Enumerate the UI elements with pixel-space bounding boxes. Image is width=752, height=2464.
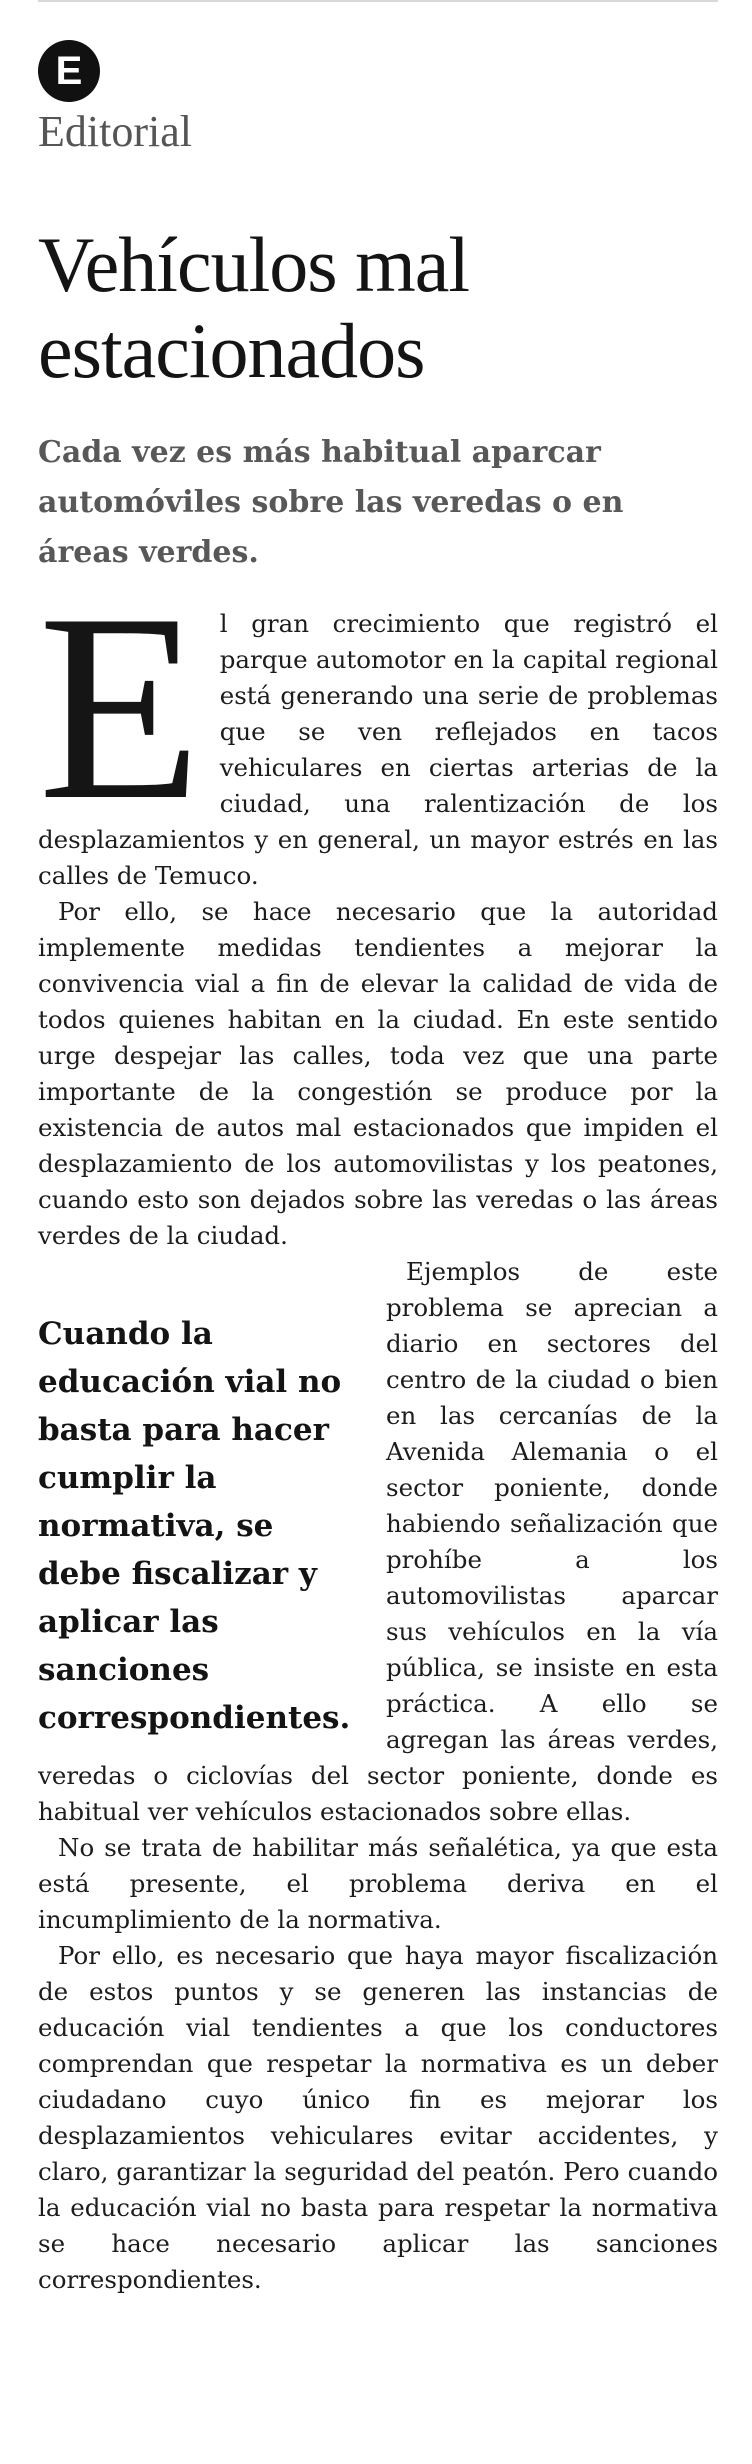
- paragraph-4: No se trata de habilitar más señalética, ya que esta está presente, el problema deriva en el incumplimiento de la normativa.: [38, 1833, 718, 1934]
- editorial-page: [38, 0, 718, 2464]
- article-body: [38, 558, 718, 2298]
- section-label: Editorial: [38, 107, 192, 156]
- article-deck: Cada vez es más habitual aparcar automóviles sobre las veredas o en áreas verdes.: [38, 435, 624, 570]
- pull-quote: Cuando la educación vial no basta para hacer cumplir la normativa, se debe fiscalizar y aplicar las sanciones correspondientes.: [38, 1316, 351, 1736]
- drop-cap: E: [38, 558, 202, 855]
- paragraph-3-text: Ejemplos de este problema se aprecian a diario en sectores del centro de la ciudad o bien en las cercanías de la Avenida Alemania o el sector poniente, donde habiendo señalización que prohíbe a los automovilistas aparcar sus vehículos en la vía pública, se insiste en esta práctica. A ello se agregan las áreas verdes, veredas o ciclovías del sector poniente, donde es habitual ver vehículos estacionados sobre ellas.: [38, 1257, 718, 1826]
- section-logo-icon: E: [38, 40, 100, 102]
- paragraph-3: [38, 1254, 718, 1830]
- paragraph-1-text: l gran crecimiento que registró el parque automotor en la capital regional está generando una serie de problemas que se ven reflejados en tacos vehiculares en ciertas arterias de la ciudad, una ralentización de los desplazamientos y en general, un mayor estrés en las calles de Temuco.: [38, 609, 718, 890]
- paragraph-2: Por ello, se hace necesario que la autoridad implemente medidas tendientes a mejorar la convivencia vial a fin de elevar la calidad de vida de todos quienes habitan en la ciudad. En este sentido urge despejar las calles, toda vez que una parte importante de la congestión se produce por la existencia de autos mal estacionados que impiden el desplazamiento de los automovilistas y los peatones, cuando esto son dejados sobre las veredas o las áreas verdes de la ciudad.: [38, 897, 718, 1250]
- article-headline: Vehículos mal estacionados: [38, 221, 470, 394]
- top-divider: [38, 0, 718, 2]
- paragraph-1: [38, 558, 718, 894]
- paragraph-5: Por ello, es necesario que haya mayor fiscalización de estos puntos y se generen las instancias de educación vial tendientes a que los conductores comprendan que respetar la normativa es un deber ciudadano cuyo único fin es mejorar los desplazamientos vehiculares evitar accidentes, y claro, garantizar la seguridad del peatón. Pero cuando la educación vial no basta para respetar la normativa se hace necesario aplicar las sanciones correspondientes.: [38, 1941, 718, 2294]
